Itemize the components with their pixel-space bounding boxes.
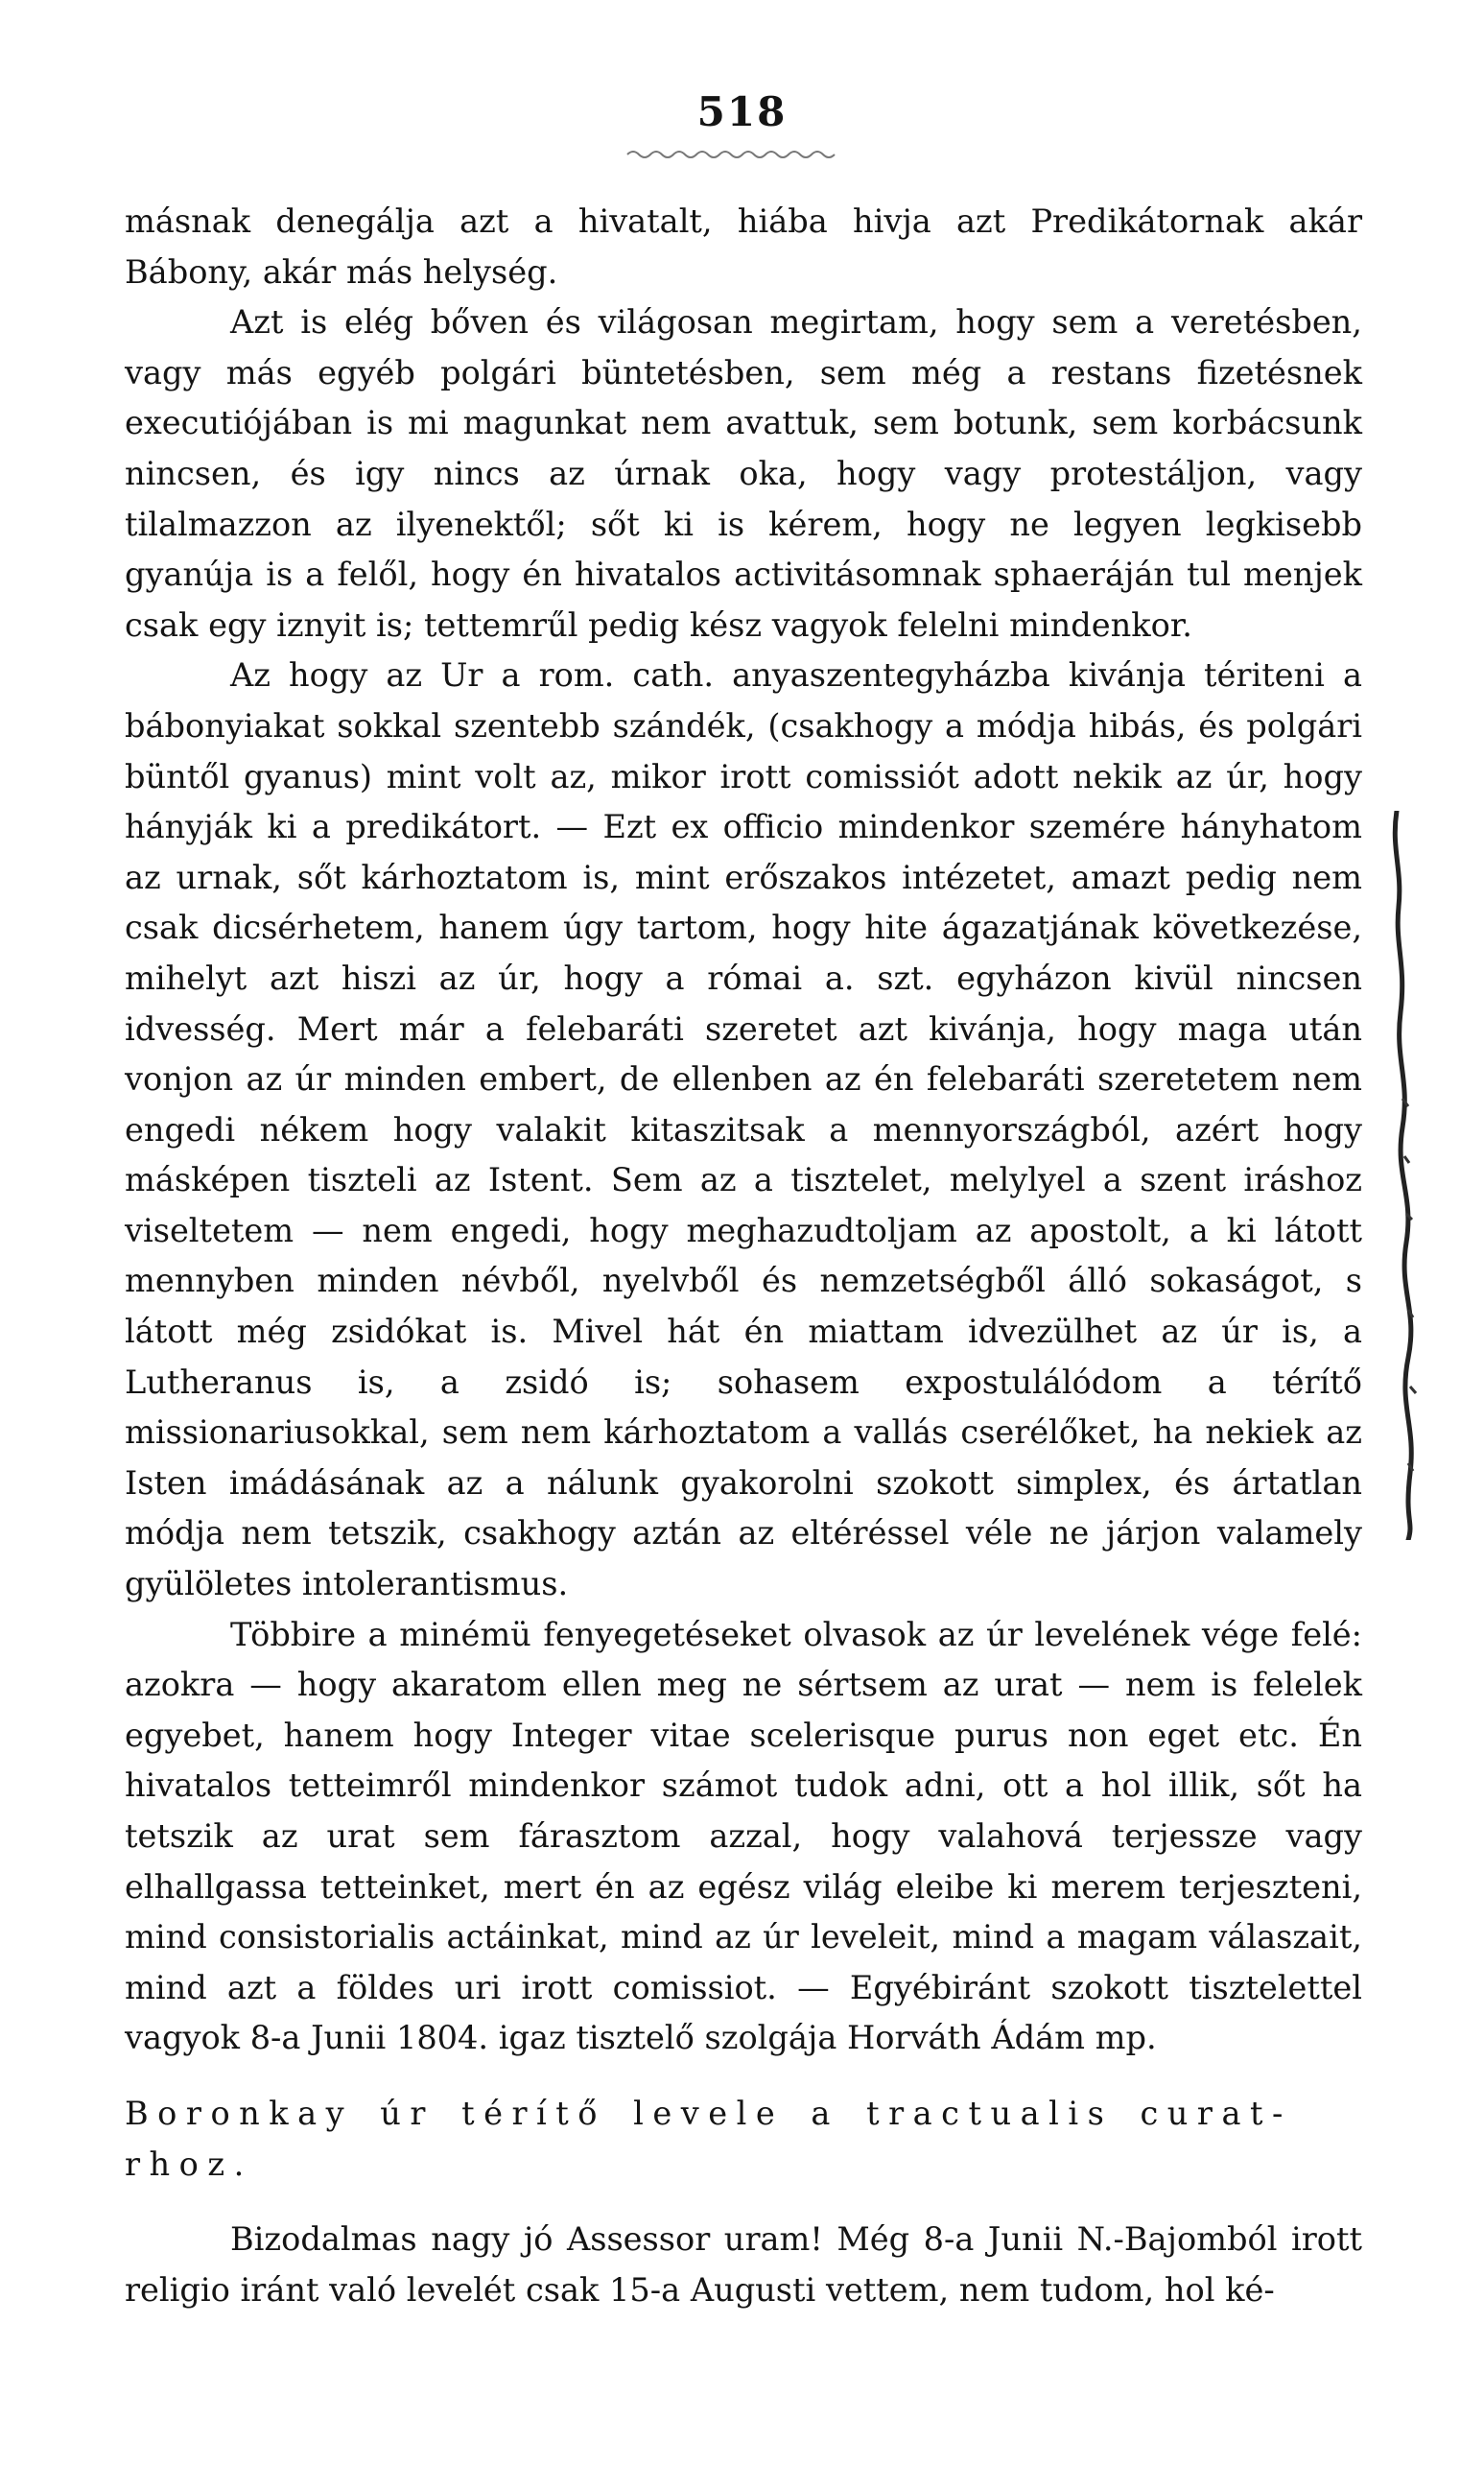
- body-text: [125, 197, 1362, 2315]
- section-heading: Boronkay úr térítő levele a tractualis curat-rhoz.: [125, 2094, 1292, 2183]
- margin-marking: [1389, 811, 1447, 1540]
- page-number: 518: [696, 88, 788, 135]
- paragraph: Bizodalmas nagy jó Assessor uram! Még 8-a Junii N.-Bajomból irott religio iránt való levelét csak 15-a Augusti vettem, nem tudom, hol ké-: [125, 2220, 1362, 2309]
- paragraph: Az hogy az Ur a rom. cath. anyaszentegyházba kivánja tériteni a bábonyiakat sokkal szentebb szándék, (csakhogy a módja hibás, és polgári büntől gyanus) mint volt az, mikor irott comissiót adott nekik az úr, hogy hányják ki a predikátort. — Ezt ex officio mindenkor szemére hányhatom az urnak, sőt kárhoztatom is, mint erőszakos intézetet, amazt pedig nem csak dicsérhetem, hanem úgy tartom, hogy hite ágazatjának következése, mihelyt azt hiszi az úr, hogy a római a. szt. egyházon kivül nincsen idvesség. Mert már a felebaráti szeretet azt kivánja, hogy maga után vonjon az úr minden embert, de ellenben az én felebaráti szeretetem nem engedi nékem hogy valakit kitaszitsak a mennyországból, azért hogy másképen tiszteli az Istent. Sem az a tisztelet, melylyel a szent iráshoz viseltetem — nem engedi, hogy meghazudtoljam az apostolt, a ki látott mennyben minden névből, nyelvből és nemzetségből álló sokaságot, s látott még zsidókat is. Mivel hát én miattam idvezülhet az úr is, a Lutheranus is, a zsidó is; sohasem expostulálódom a térítő missionariusokkal, sem nem kárhoztatom a vallás cserélőket, ha nekiek az Isten imádásának az a nálunk gyakorolni szokott simplex, és ártatlan módja nem tetszik, csakhogy aztán az eltéréssel véle ne járjon valamely gyülöletes intolerantismus.: [125, 656, 1362, 1603]
- decorative-rule: [625, 148, 844, 161]
- paragraph: Többire a minémü fenyegetéseket olvasok az úr levelének vége felé: azokra — hogy akaratom ellen meg ne sértsem az urat — nem is felelek egyebet, hanem hogy Integer vitae scelerisque purus non eget etc. Én hivatalos tetteimről mindenkor számot tudok adni, ott a hol illik, sőt ha tetszik az urat sem fárasztom azzal, hogy valahová terjessze vagy elhallgassa tetteinket, mert én az egész világ eleibe ki merem terjeszteni, mind consistorialis actáinkat, mind az úr leveleit, mind a magam válaszait, mind azt a földes uri irott comissiot. — Egyébiránt szokott tisztelettel vagyok 8-a Junii 1804. igaz tisztelő szolgája Horváth Ádám mp.: [125, 1615, 1362, 2057]
- paragraph-continuation: másnak denegálja azt a hivatalt, hiába hivja azt Predikátornak akár Bábony, akár más helység.: [125, 202, 1362, 291]
- paragraph: Azt is elég bőven és világosan megirtam, hogy sem a veretésben, vagy más egyéb polgári büntetésben, sem még a restans fizetésnek executiójában is mi magunkat nem avattuk, sem botunk, sem korbácsunk nincsen, és igy nincs az úrnak oka, hogy vagy protestáljon, vagy tilalmazzon az ilyenektől; sőt ki is kérem, hogy ne legyen legkisebb gyanúja is a felől, hogy én hivatalos activitásomnak sphaeráján tul menjek csak egy iznyit is; tettemrűl pedig kész vagyok felelni mindenkor.: [125, 303, 1362, 644]
